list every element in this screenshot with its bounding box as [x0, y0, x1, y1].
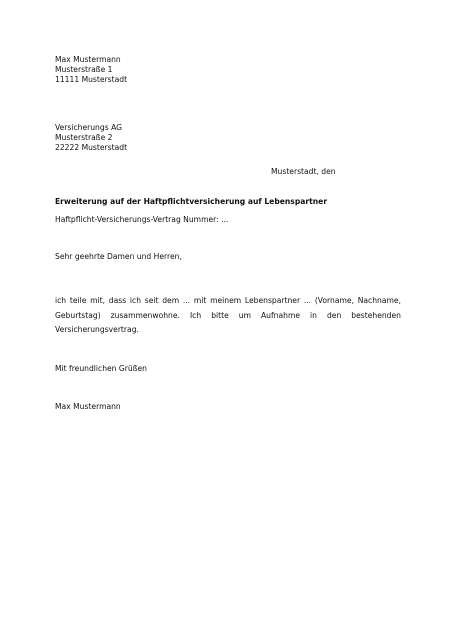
signature-name: Max Mustermann: [55, 402, 121, 411]
contract-reference: Haftpflicht-Versicherungs-Vertrag Nummer: ...: [55, 215, 229, 224]
salutation: Sehr geehrte Damen und Herren,: [55, 252, 182, 261]
recipient-street: Musterstraße 2: [55, 133, 113, 142]
letter-body: ich teile mit, dass ich seit dem ... mit meinem Lebenspartner ... (Vorname, Nachname, Geburtstag) zusammenwohne. Ich bitte um Aufnahme in den bestehenden Versicherungsvertrag.: [55, 296, 401, 334]
letter-subject: Erweiterung auf der Haftpflichtversicherung auf Lebenspartner: [55, 197, 328, 206]
sender-name: Max Mustermann: [55, 55, 121, 64]
sender-street: Musterstraße 1: [55, 65, 113, 74]
date-line: Musterstadt, den: [271, 167, 336, 176]
sender-address: [55, 55, 401, 85]
recipient-address: [55, 123, 401, 153]
sender-city: 11111 Musterstadt: [55, 75, 128, 84]
recipient-city: 22222 Musterstadt: [55, 143, 128, 152]
closing-phrase: Mit freundlichen Grüßen: [55, 364, 147, 373]
recipient-company: Versicherungs AG: [55, 123, 123, 132]
